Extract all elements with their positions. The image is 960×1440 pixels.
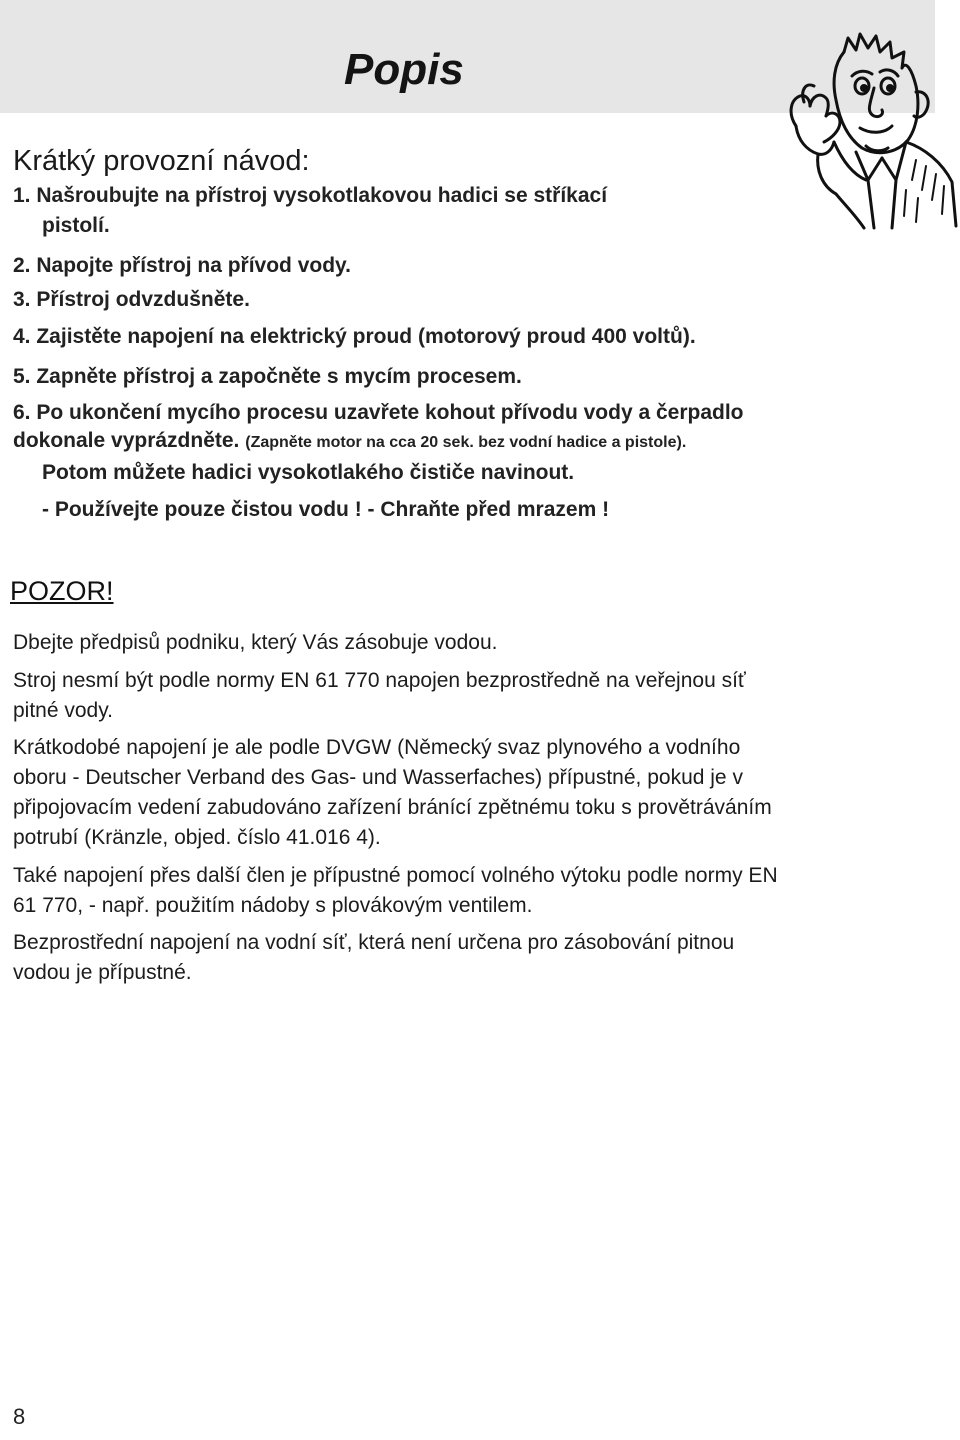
warning-paragraph-3-line-4: potrubí (Kränzle, objed. číslo 41.016 4). — [13, 826, 381, 849]
step-number: 6. — [13, 401, 31, 424]
step-number: 4. — [13, 325, 31, 348]
step-text: Zajistěte napojení na elektrický proud (motorový proud 400 voltů). — [36, 325, 696, 348]
step-5 — [13, 362, 522, 392]
warning-paragraph-2-line-1: Stroj nesmí být podle normy EN 61 770 napojen bezprostředně na veřejnou síť — [13, 669, 746, 692]
warning-paragraph-4-line-2: 61 770, - např. použitím nádoby s plovákovým ventilem. — [13, 894, 533, 917]
page-number: 8 — [13, 1404, 26, 1429]
warning-paragraph-5-line-2: vodou je přípustné. — [13, 961, 192, 984]
step-1-continuation: pistolí. — [42, 214, 110, 237]
step-text: Napojte přístroj na přívod vody. — [36, 254, 352, 277]
thinking-man-illustration — [756, 30, 960, 230]
warning-title: POZOR! — [10, 576, 114, 606]
step-6-note: (Zapněte motor na cca 20 sek. bez vodní hadice a pistole). — [245, 434, 687, 451]
step-6 — [13, 398, 744, 428]
step-1 — [13, 181, 607, 211]
warning-paragraph-3-line-2: oboru - Deutscher Verband des Gas- und Wasserfaches) přípustné, pokud je v — [13, 766, 743, 789]
step-2 — [13, 251, 351, 281]
step-text: Našroubujte na přístroj vysokotlakovou hadici se stříkací — [36, 184, 608, 207]
warning-paragraph-2-line-2: pitné vody. — [13, 699, 114, 722]
step-number: 1. — [13, 184, 31, 207]
warning-paragraph-5-line-1: Bezprostřední napojení na vodní síť, která není určena pro zásobování pitnou — [13, 931, 735, 954]
warning-paragraph-3-line-3: připojovacím vedení zabudováno zařízení bránící zpětnému toku s provětráváním — [13, 796, 772, 819]
step-text: Po ukončení mycího procesu uzavřete kohout přívodu vody a čerpadlo — [36, 401, 744, 424]
step-6-line-2 — [13, 426, 686, 458]
step-text: dokonale vyprázdněte. — [13, 429, 240, 452]
step-number: 5. — [13, 365, 31, 388]
step-number: 2. — [13, 254, 31, 277]
warning-paragraph-1: Dbejte předpisů podniku, který Vás zásobuje vodou. — [13, 631, 498, 654]
warning-paragraph-4-line-1: Také napojení přes další člen je přípustné pomocí volného výtoku podle normy EN — [13, 864, 778, 887]
page-title: Popis — [344, 45, 464, 94]
usage-notes: - Používejte pouze čistou vodu ! - Chraňte před mrazem ! — [42, 498, 610, 521]
step-4 — [13, 322, 696, 352]
quick-guide-title: Krátký provozní návod: — [13, 145, 310, 177]
step-number: 3. — [13, 288, 31, 311]
warning-paragraph-3-line-1: Krátkodobé napojení je ale podle DVGW (Německý svaz plynového a vodního — [13, 736, 741, 759]
step-6-line-3: Potom můžete hadici vysokotlakého čističe navinout. — [42, 461, 575, 484]
step-text: Přístroj odvzdušněte. — [36, 288, 250, 311]
step-3 — [13, 285, 250, 315]
step-text: Zapněte přístroj a započněte s mycím procesem. — [36, 365, 522, 388]
